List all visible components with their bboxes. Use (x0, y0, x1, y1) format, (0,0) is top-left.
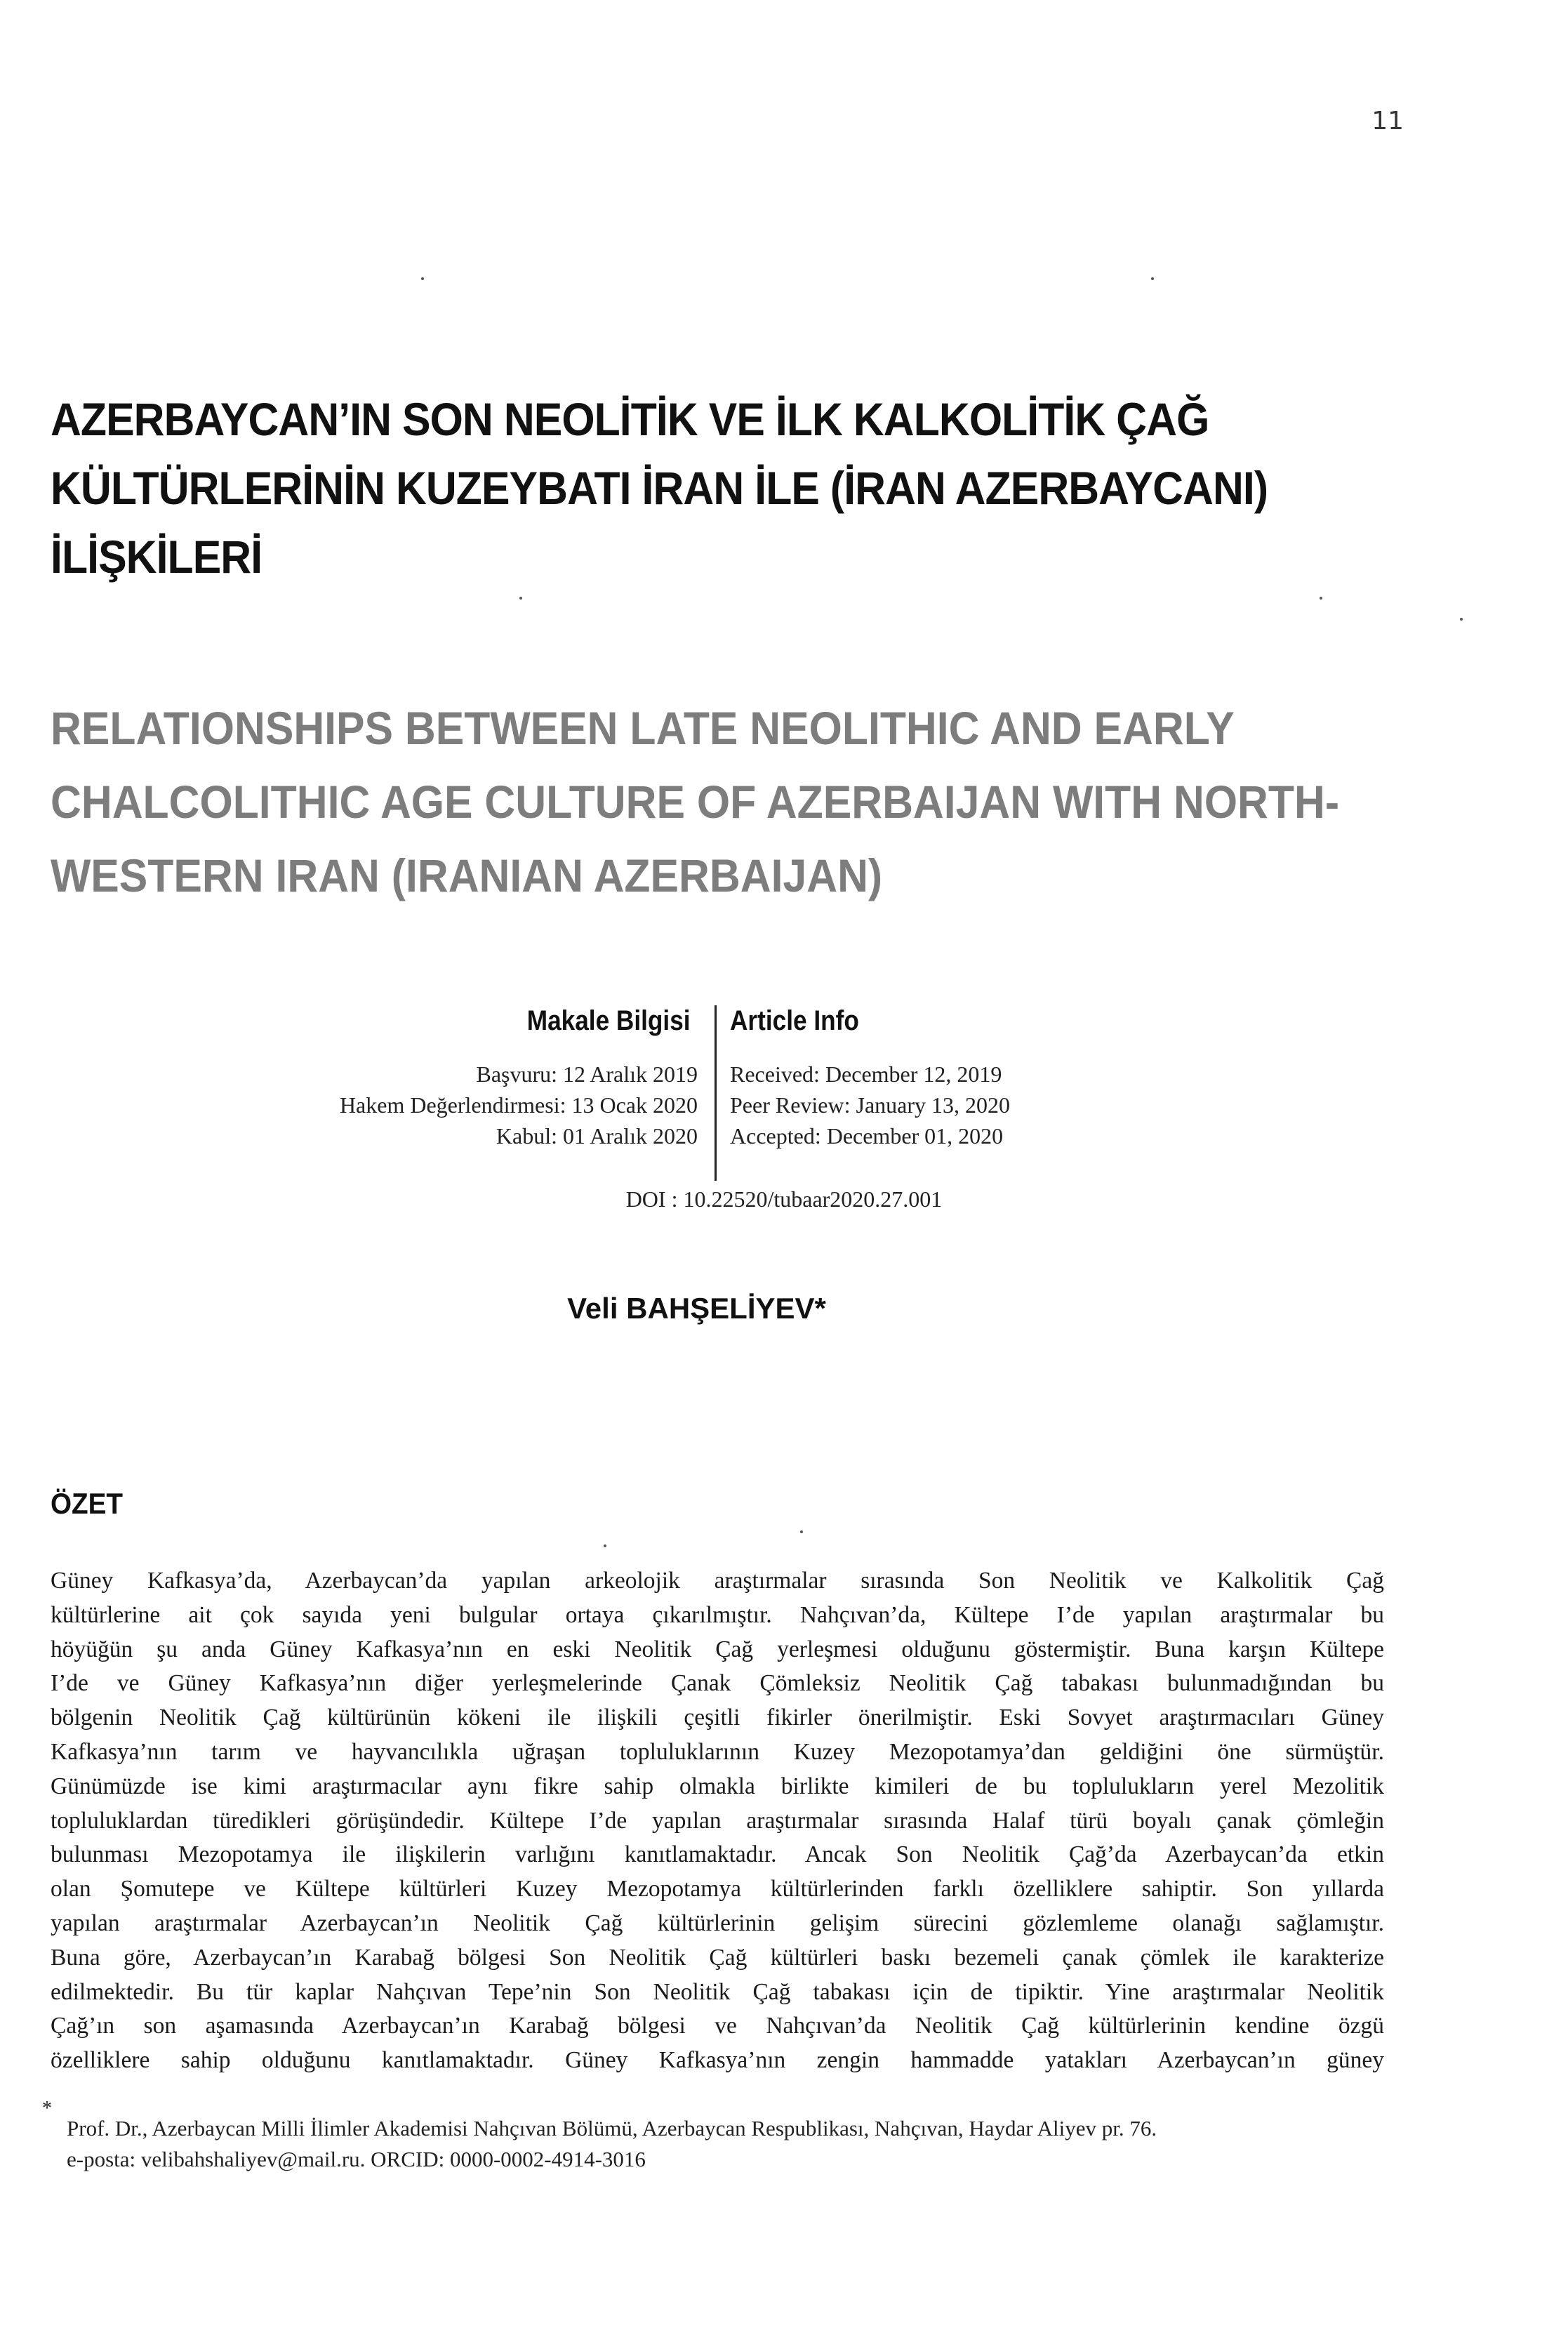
peer-review-date-en: Peer Review: January 13, 2020 (730, 1092, 1011, 1118)
abstract-line: topluluklardan türedikleri görüşündedir. Kültepe I’de yapılan araştırmalar sırasında Halaf türü boyalı çanak çömleğin (51, 1807, 1384, 1834)
title-turkish-line: AZERBAYCAN’IN SON NEOLİTİK VE İLK KALKOLİTİK ÇAĞ (51, 393, 1209, 445)
scan-speck (519, 597, 522, 600)
article-info-heading-en: Article Info (730, 1005, 859, 1036)
acceptance-date-tr: Kabul: 01 Aralık 2020 (496, 1123, 698, 1149)
accepted-date-en: Accepted: December 01, 2020 (730, 1123, 1004, 1149)
footnote-contact: e-posta: velibahshaliyev@mail.ru. ORCID: 0000-0002-4914-3016 (67, 2147, 646, 2171)
abstract-line: bölgenin Neolitik Çağ kültürünün kökeni ile ilişkili çeşitli fikirler önerilmiştir. Eski Sovyet araştırmacıları Güney (51, 1705, 1384, 1731)
abstract-line: I’de ve Güney Kafkasya’nın diğer yerleşmelerinde Çanak Çömleksiz Neolitik Çağ tabakası bulunmadığından bu (51, 1670, 1384, 1697)
author-name: Veli BAHŞELİYEV* (567, 1292, 826, 1325)
abstract-heading: ÖZET (51, 1487, 124, 1520)
article-info-dates-en (730, 1059, 1010, 1151)
submission-date-tr: Başvuru: 12 Aralık 2019 (476, 1061, 698, 1087)
abstract-line: yapılan araştırmalar Azerbaycan’ın Neolitik Çağ kültürlerinin gelişim sürecini gözlemleme olanağı sağlamıştır. (51, 1910, 1384, 1936)
scan-speck (1151, 277, 1154, 280)
title-turkish-line: KÜLTÜRLERİNİN KUZEYBATI İRAN İLE (İRAN AZERBAYCANI) (51, 462, 1268, 514)
abstract-line: Güney Kafkasya’da, Azerbaycan’da yapılan arkeolojik araştırmalar sırasında Son Neolitik ve Kalkolitik Çağ (51, 1568, 1384, 1594)
peer-review-date-tr: Hakem Değerlendirmesi: 13 Ocak 2020 (339, 1092, 698, 1118)
abstract-line: kültürlerine ait çok sayıda yeni bulgular ortaya çıkarılmıştır. Nahçıvan’da, Kültepe I’de yapılan araştırmalar bu (51, 1601, 1384, 1628)
page-number: 11 (1371, 107, 1404, 135)
abstract-line: olan Şomutepe ve Kültepe kültürleri Kuzey Mezopotamya kültürlerinden farklı özelliklere sahiptir. Son yıllarda (51, 1876, 1384, 1903)
abstract-line: Günümüzde ise kimi araştırmacılar aynı fikre sahip olmakla birlikte kimileri de bu toplulukların yerel Mezolitik (51, 1773, 1384, 1799)
footnote (67, 2113, 1372, 2175)
footnote-affiliation: Prof. Dr., Azerbaycan Milli İlimler Akademisi Nahçıvan Bölümü, Azerbaycan Respublikası, Nahçıvan, Haydar Aliyev pr. 76. (67, 2116, 1157, 2140)
abstract-body (51, 1564, 1384, 2078)
title-english-line: WESTERN IRAN (IRANIAN AZERBAIJAN) (51, 849, 883, 901)
abstract-line: höyüğün şu anda Güney Kafkasya’nın en eski Neolitik Çağ yerleşmesi olduğunu göstermiştir. Buna karşın Kültepe (51, 1636, 1384, 1662)
title-english-line: RELATIONSHIPS BETWEEN LATE NEOLITHIC AND EARLY (51, 702, 1235, 754)
scan-speck (421, 277, 424, 280)
article-info-heading-tr: Makale Bilgisi (527, 1005, 691, 1036)
article-info-dates-tr (340, 1059, 698, 1151)
abstract-line: bulunması Mezopotamya ile ilişkilerin varlığını kanıtlamaktadır. Ancak Son Neolitik Çağ’da Azerbaycan’da etkin (51, 1841, 1384, 1868)
abstract-line: Kafkasya’nın tarım ve hayvancılıkla uğraşan topluluklarının Kuzey Mezopotamya’dan geldiğini öne sürmüştür. (51, 1738, 1384, 1765)
doi: DOI : 10.22520/tubaar2020.27.001 (625, 1186, 943, 1212)
title-turkish-line: İLİŞKİLERİ (51, 531, 263, 583)
abstract-line: Çağ’ın son aşamasında Azerbaycan’ın Karabağ bölgesi ve Nahçıvan’da Neolitik Çağ kültürlerinin kendine özgü (51, 2013, 1384, 2039)
abstract-line: edilmektedir. Bu tür kaplar Nahçıvan Tepe’nin Son Neolitik Çağ tabakası için de tipiktir. Yine araştırmalar Neolitik (51, 1978, 1384, 2005)
scan-speck (1460, 618, 1463, 621)
scan-speck (1320, 597, 1322, 600)
title-english (51, 692, 1407, 913)
abstract-line: Buna göre, Azerbaycan’ın Karabağ bölgesi Son Neolitik Çağ kültürleri baskı bezemeli çanak çömlek ile karakterize (51, 1944, 1384, 1971)
scan-speck (604, 1544, 606, 1547)
article-info-divider (715, 1005, 717, 1181)
footnote-marker: * (42, 2098, 52, 2119)
scan-speck (800, 1530, 803, 1533)
title-english-line: CHALCOLITHIC AGE CULTURE OF AZERBAIJAN WITH NORTH- (51, 776, 1340, 828)
received-date-en: Received: December 12, 2019 (730, 1061, 1002, 1087)
abstract-line: özelliklere sahip olduğunu kanıtlamaktadır. Güney Kafkasya’nın zengin hammadde yatakları Azerbaycan’ın güney (51, 2047, 1384, 2074)
title-turkish (51, 385, 1277, 591)
